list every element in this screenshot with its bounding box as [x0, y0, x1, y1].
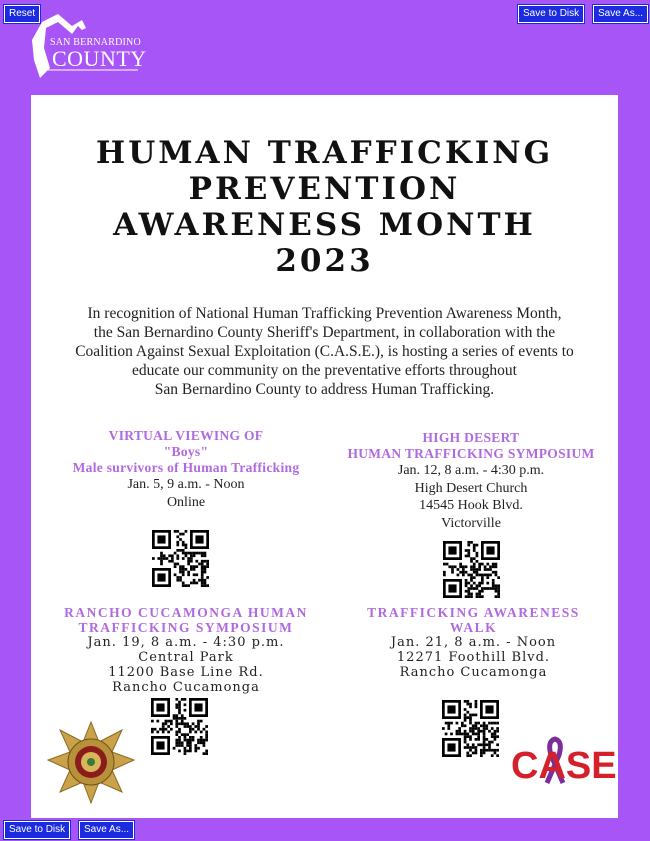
event-heading: TRAFFICKING SYMPOSIUM	[78, 620, 294, 635]
qr-code-icon[interactable]	[442, 700, 499, 757]
event-detail: Online	[166, 494, 206, 510]
intro-line: the San Bernardino County Sheriff's Department, in collaboration with the	[93, 324, 556, 341]
reset-button[interactable]: Reset	[4, 5, 40, 23]
title-line: 2023	[275, 243, 374, 279]
event-heading: RANCHO CUCAMONGA HUMAN	[64, 605, 308, 620]
event-detail: 12271 Foothill Blvd.	[396, 650, 551, 665]
case-logo-text: CASE	[511, 745, 617, 787]
event-high-desert-symposium	[321, 430, 621, 532]
event-rancho-symposium	[41, 605, 331, 695]
intro-line: Coalition Against Sexual Exploitation (C.A.S.E.), is hosting a series of events to	[75, 343, 574, 360]
event-detail: Victorville	[441, 515, 501, 531]
county-logo	[28, 12, 153, 82]
event-heading: "Boys"	[163, 444, 209, 459]
title-line: PREVENTION	[188, 171, 461, 207]
page-title	[31, 135, 618, 279]
event-awareness-walk	[331, 605, 616, 680]
qr-code-icon[interactable]	[152, 530, 209, 587]
event-detail: Rancho Cucamonga	[399, 665, 548, 680]
save-as-button-top[interactable]: Save As...	[593, 5, 648, 23]
county-logo-line2: COUNTY	[52, 46, 147, 71]
event-detail: Central Park	[138, 650, 234, 665]
event-detail: Jan. 21, 8 a.m. - Noon	[390, 635, 557, 650]
intro-line: educate our community on the preventative efforts throughout	[132, 362, 517, 379]
event-detail: High Desert Church	[414, 480, 528, 496]
intro-line: In recognition of National Human Trafficking Prevention Awareness Month,	[87, 305, 562, 322]
county-logo-line1: SAN BERNARDINO	[50, 37, 141, 48]
flyer-card	[31, 95, 618, 818]
save-as-button-bottom[interactable]: Save As...	[79, 821, 134, 839]
event-heading: HUMAN TRAFFICKING SYMPOSIUM	[347, 446, 595, 461]
title-line: AWARENESS MONTH	[113, 207, 536, 243]
case-logo	[511, 735, 616, 790]
intro-paragraph	[31, 304, 618, 399]
qr-code-icon[interactable]	[151, 698, 208, 755]
event-detail: Jan. 12, 8 a.m. - 4:30 p.m.	[397, 463, 545, 478]
event-virtual-viewing	[41, 428, 331, 511]
event-detail: 11200 Base Line Rd.	[108, 665, 264, 680]
sheriff-badge-icon	[46, 720, 136, 805]
event-detail: 14545 Hook Blvd.	[419, 498, 523, 513]
event-detail: Jan. 19, 8 a.m. - 4:30 p.m.	[87, 635, 285, 650]
save-to-disk-button-bottom[interactable]: Save to Disk	[4, 821, 70, 839]
event-heading: Male survivors of Human Trafficking	[72, 460, 300, 475]
event-heading: VIRTUAL VIEWING OF	[108, 428, 264, 443]
intro-line: San Bernardino County to address Human Trafficking.	[154, 381, 495, 398]
event-heading: WALK	[449, 620, 498, 635]
event-heading: TRAFFICKING AWARENESS	[367, 605, 580, 620]
event-heading: HIGH DESERT	[422, 430, 520, 445]
save-to-disk-button-top[interactable]: Save to Disk	[518, 5, 584, 23]
qr-code-icon[interactable]	[443, 541, 500, 598]
event-detail: Rancho Cucamonga	[112, 680, 260, 695]
event-detail: Jan. 5, 9 a.m. - Noon	[127, 477, 245, 492]
title-line: HUMAN TRAFFICKING	[95, 135, 554, 171]
